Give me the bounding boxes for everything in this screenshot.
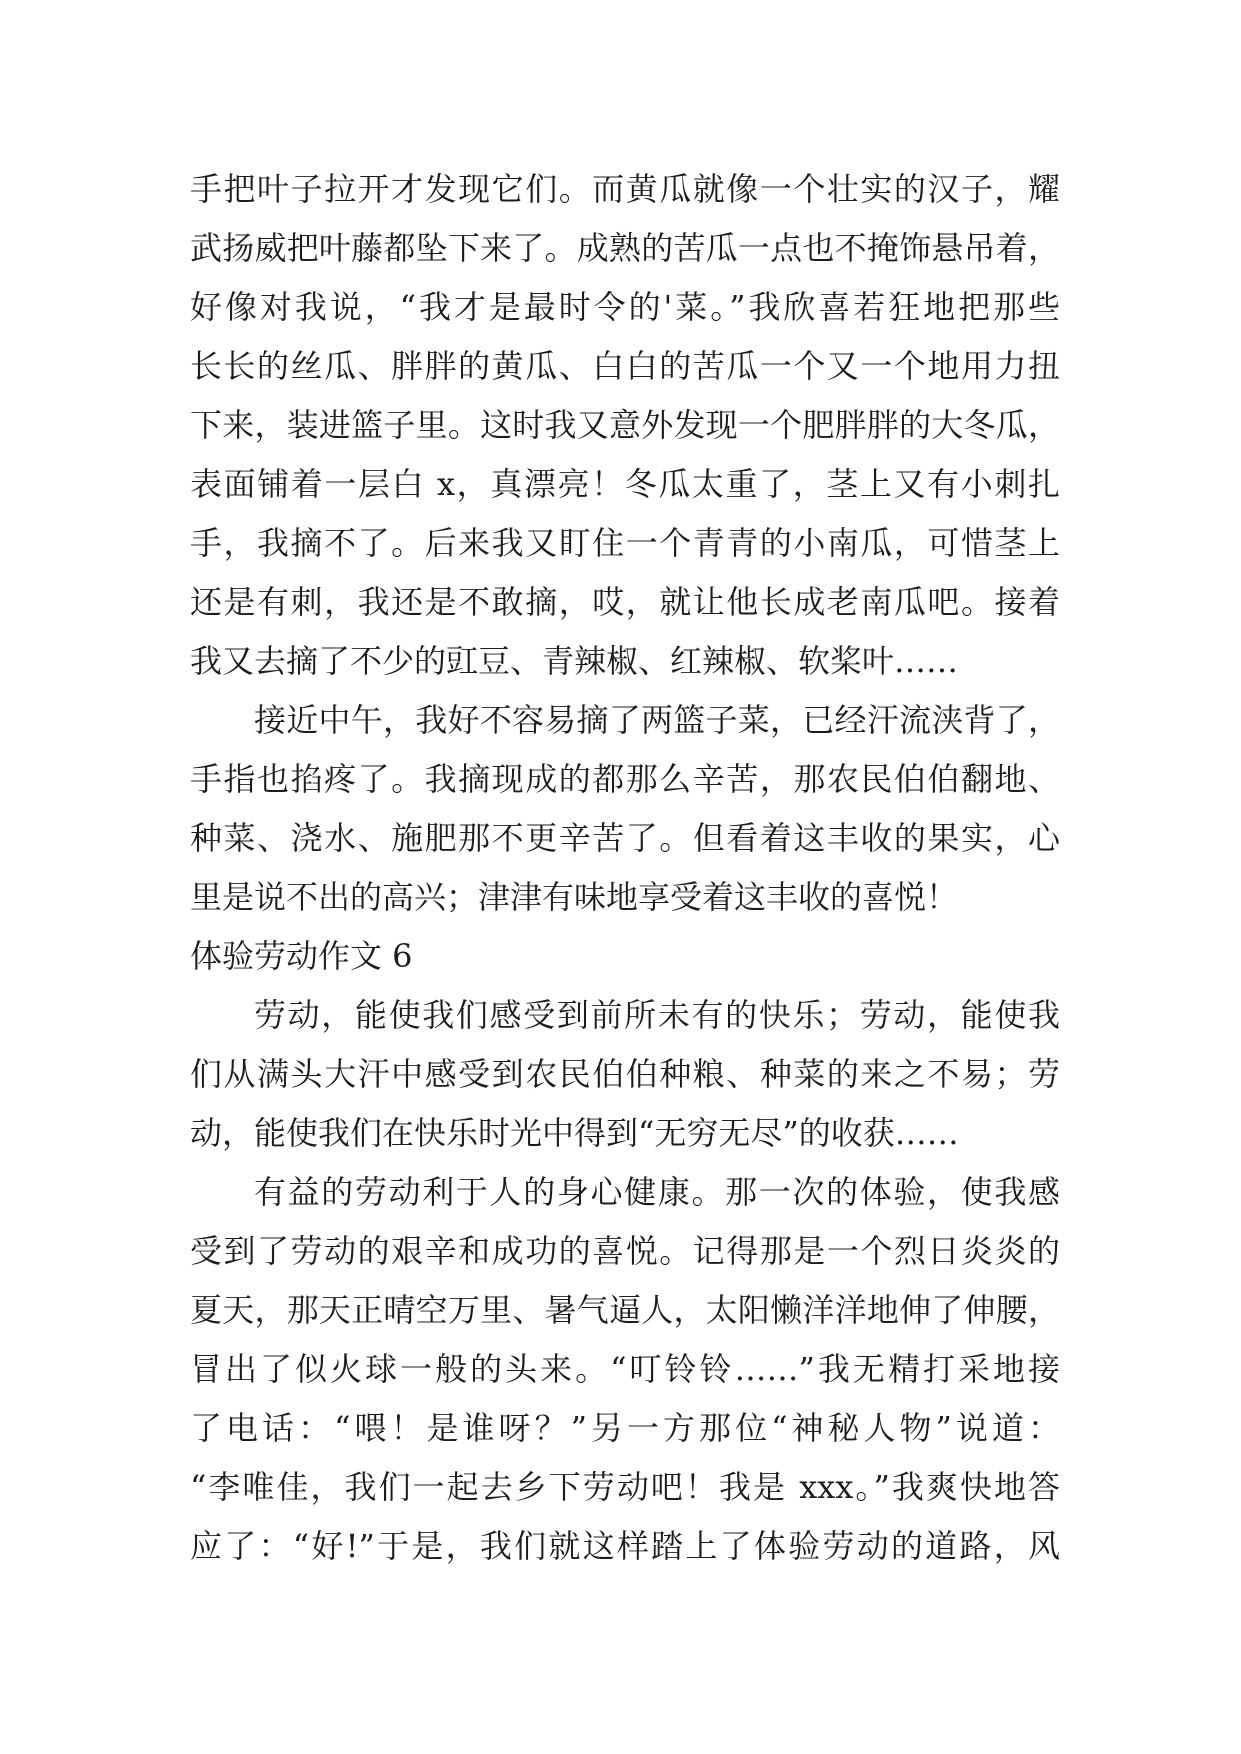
text-line: 受到了劳动的艰辛和成功的喜悦。记得那是一个烈日炎炎的 (190, 1232, 1060, 1270)
text-line: 好像对我说，“我才是最时令的'菜。”我欣喜若狂地把那些 (190, 288, 1060, 326)
text-line: “李唯佳，我们一起去乡下劳动吧！我是 xxx。”我爽快地答 (190, 1468, 1060, 1506)
text-line: 有益的劳动利于人的身心健康。那一次的体验，使我感 (254, 1173, 1060, 1211)
text-line: 长长的丝瓜、胖胖的黄瓜、白白的苦瓜一个又一个地用力扭 (190, 347, 1060, 385)
document-body (190, 160, 1060, 1576)
text-line: 冒出了似火球一般的头来。“叮铃铃……”我无精打采地接 (190, 1350, 1060, 1388)
paragraph (190, 1163, 1060, 1576)
text-line: 动，能使我们在快乐时光中得到“无穷无尽”的收获…… (190, 1114, 959, 1152)
paragraph (190, 691, 1060, 927)
text-line: 手把叶子拉开才发现它们。而黄瓜就像一个壮实的汉子，耀 (190, 170, 1060, 208)
text-line: 下来，装进篮子里。这时我又意外发现一个肥胖胖的大冬瓜， (190, 406, 1060, 444)
text-line: 里是说不出的高兴；津津有味地享受着这丰收的喜悦！ (190, 878, 959, 916)
text-line: 夏天，那天正晴空万里、暑气逼人，太阳懒洋洋地伸了伸腰， (190, 1291, 1060, 1329)
text-line: 劳动，能使我们感受到前所未有的快乐；劳动，能使我 (254, 996, 1060, 1034)
text-line: 们从满头大汗中感受到农民伯伯种粮、种菜的来之不易；劳 (190, 1055, 1060, 1093)
section-heading: 体验劳动作文 6 (190, 937, 413, 975)
paragraph (190, 986, 1060, 1163)
text-line: 手，我摘不了。后来我又盯住一个青青的小南瓜，可惜茎上 (190, 524, 1060, 562)
text-line: 表面铺着一层白 x，真漂亮！冬瓜太重了，茎上又有小刺扎 (190, 465, 1060, 503)
text-line: 手指也掐疼了。我摘现成的都那么辛苦，那农民伯伯翻地、 (190, 760, 1060, 798)
text-line: 武扬威把叶藤都坠下来了。成熟的苦瓜一点也不掩饰悬吊着， (190, 229, 1060, 267)
text-line: 我又去摘了不少的豇豆、青辣椒、红辣椒、软桨叶…… (190, 642, 959, 680)
text-line: 种菜、浇水、施肥那不更辛苦了。但看着这丰收的果实，心 (190, 819, 1060, 857)
paragraph-continuation (190, 160, 1060, 691)
text-line: 接近中午，我好不容易摘了两篮子菜，已经汗流浃背了， (254, 701, 1060, 739)
text-line: 了电话：“喂！是谁呀？”另一方那位“神秘人物”说道： (190, 1409, 1060, 1447)
text-line: 应了：“好!”于是，我们就这样踏上了体验劳动的道路，风 (190, 1527, 1060, 1565)
text-line: 还是有刺，我还是不敢摘，哎，就让他长成老南瓜吧。接着 (190, 583, 1060, 621)
